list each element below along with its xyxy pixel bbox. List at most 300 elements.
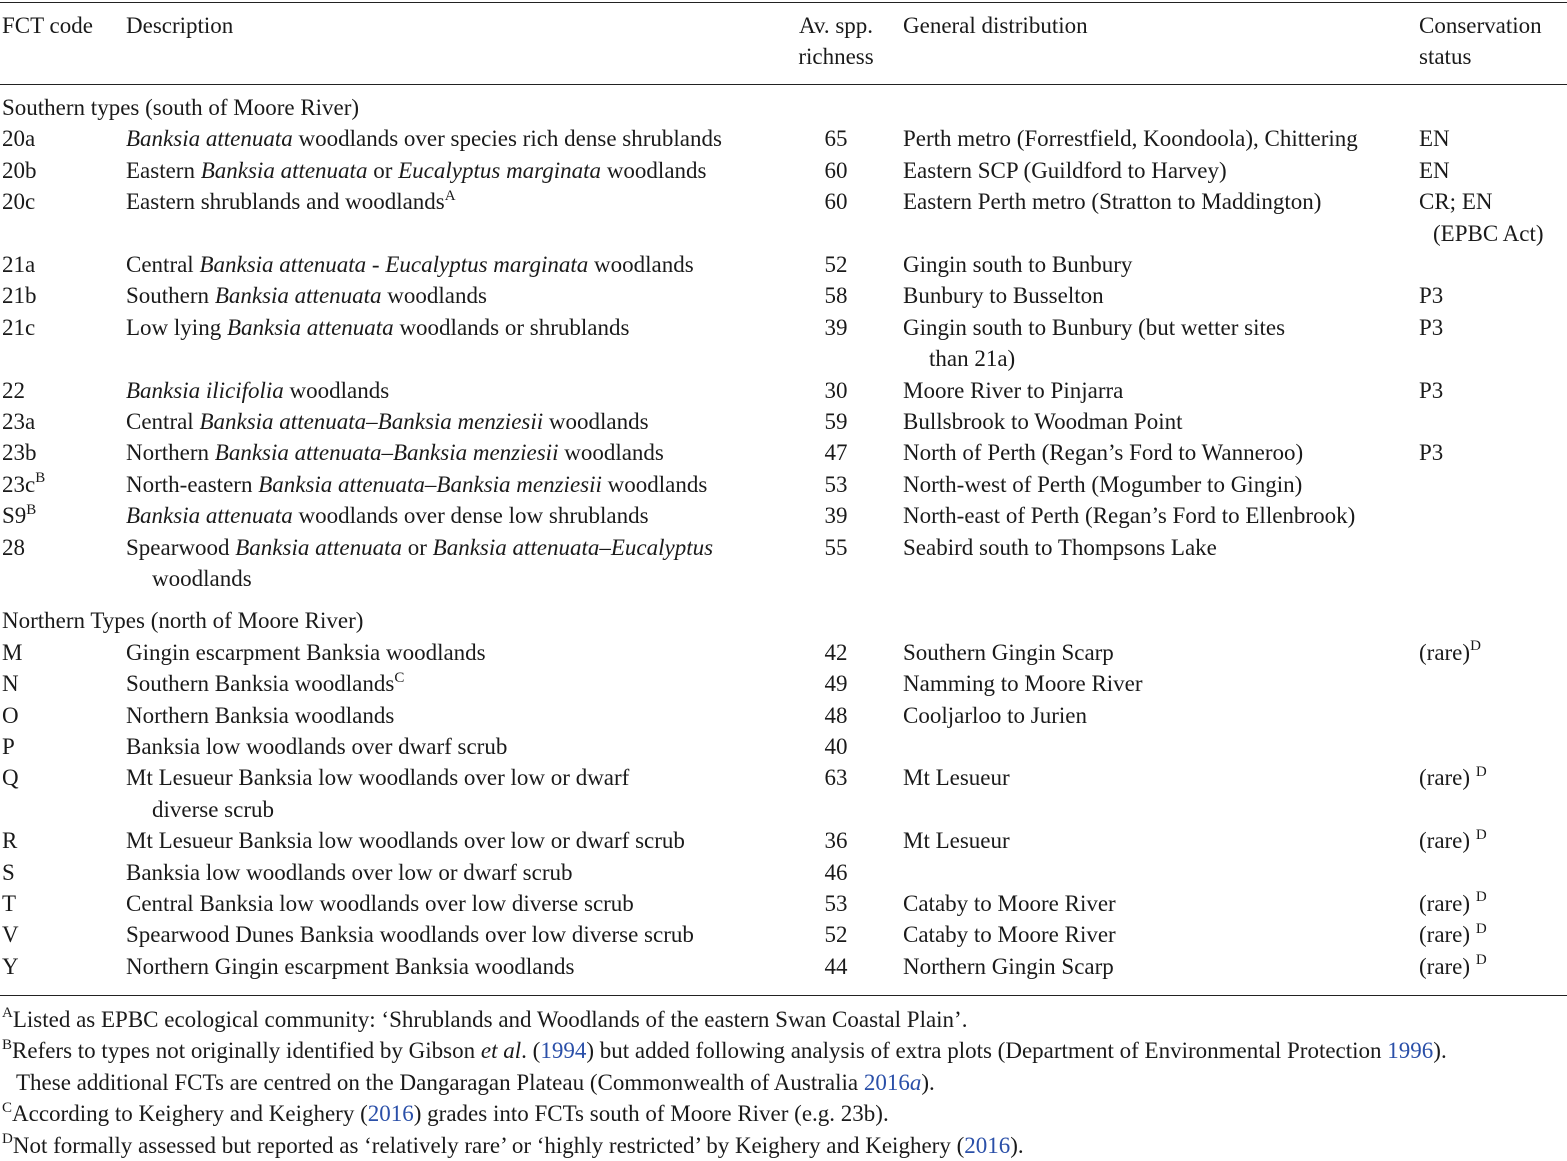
citation-link[interactable]: a bbox=[909, 1069, 922, 1095]
section-title: Northern Types (north of Moore River) bbox=[2, 608, 364, 634]
cell-fct-code bbox=[2, 123, 35, 154]
fct-code-text: M bbox=[2, 639, 23, 665]
cell-fct-code bbox=[2, 375, 25, 406]
fct-code-text: 21c bbox=[2, 314, 36, 340]
cell-conservation-status bbox=[1419, 951, 1487, 982]
status-text: (rare) bbox=[1419, 639, 1471, 665]
cell-richness: 46 bbox=[824, 859, 848, 885]
status-text: EN bbox=[1419, 157, 1450, 183]
fct-code-text: R bbox=[2, 828, 18, 854]
distribution-line: North-east of Perth (Regan’s Ford to Ellenbrook) bbox=[903, 503, 1356, 529]
cell-richness: 53 bbox=[824, 891, 848, 916]
table-row bbox=[0, 469, 1567, 500]
table-row bbox=[0, 731, 1567, 762]
cell-distribution bbox=[903, 762, 1010, 793]
cell-conservation-status bbox=[1419, 762, 1487, 793]
distribution-line: North of Perth (Regan’s Ford to Wanneroo) bbox=[903, 440, 1304, 466]
cell-description bbox=[126, 406, 649, 437]
cell-fct-code bbox=[2, 532, 25, 563]
status-text: (rare) bbox=[1419, 828, 1476, 854]
cell-richness: 55 bbox=[824, 534, 848, 560]
footnote-text: Listed as EPBC ecological community: ‘Shrublands and Woodlands of the eastern Swan Coastal Plain’. bbox=[12, 1007, 968, 1032]
description-text: woodlands bbox=[601, 471, 708, 497]
table-row bbox=[0, 375, 1567, 406]
cell-conservation-status bbox=[1419, 375, 1443, 406]
cell-conservation-status bbox=[1419, 312, 1443, 343]
table-row bbox=[0, 857, 1567, 888]
description-text: Central Banksia low woodlands over low diverse scrub bbox=[126, 891, 634, 916]
description-text: Southern Banksia woodlands bbox=[126, 671, 395, 697]
fct-code-text: 23b bbox=[2, 440, 37, 466]
cell-fct-code bbox=[2, 668, 19, 699]
cell-distribution bbox=[903, 280, 1104, 311]
cell-conservation-status bbox=[1419, 155, 1450, 186]
cell-conservation-status bbox=[1419, 280, 1443, 311]
fct-code-text: T bbox=[2, 891, 17, 916]
cell-distribution bbox=[903, 375, 1123, 406]
cell-richness: 52 bbox=[824, 252, 848, 277]
cell-fct-code bbox=[2, 249, 35, 280]
cell-richness: 47 bbox=[824, 440, 848, 466]
footnote-text: . ( bbox=[521, 1038, 541, 1064]
cell-richness: 60 bbox=[824, 189, 848, 215]
distribution-line: Cataby to Moore River bbox=[903, 922, 1116, 948]
superscript-mark: D bbox=[1475, 826, 1487, 843]
description-line bbox=[126, 857, 573, 888]
description-line bbox=[126, 375, 389, 406]
description-text: woodlands bbox=[381, 283, 487, 309]
status-text: P3 bbox=[1419, 377, 1444, 403]
footnote-text: ). bbox=[921, 1069, 935, 1095]
footnote bbox=[2, 1098, 889, 1129]
header-distribution: General distribution bbox=[903, 13, 1088, 38]
cell-conservation-status bbox=[1419, 637, 1481, 668]
cell-distribution bbox=[903, 700, 1087, 731]
table-row bbox=[0, 280, 1567, 311]
description-text: Mt Lesueur Banksia low woodlands over low or dwarf scrub bbox=[126, 828, 685, 854]
description-text: woodlands over species rich dense shrublands bbox=[292, 126, 722, 152]
footnote-text: ) but added following analysis of extra plots (Department of Environmental Protection bbox=[586, 1038, 1388, 1064]
cell-distribution bbox=[903, 951, 1114, 982]
description-line bbox=[126, 186, 456, 217]
cell-fct-code bbox=[2, 700, 19, 731]
cell-distribution bbox=[903, 919, 1116, 950]
citation-link[interactable]: 2016 bbox=[367, 1101, 414, 1127]
cell-description bbox=[126, 762, 629, 825]
description-text: woodlands bbox=[543, 409, 649, 434]
superscript-mark: B bbox=[2, 1036, 13, 1053]
table-row bbox=[0, 825, 1567, 856]
cell-conservation-status bbox=[1419, 437, 1443, 468]
footnote-text: et al bbox=[480, 1038, 522, 1064]
cell-richness: 52 bbox=[824, 922, 848, 948]
cell-fct-code bbox=[2, 731, 15, 762]
table-row bbox=[0, 186, 1567, 249]
cell-description bbox=[126, 668, 404, 699]
cell-description bbox=[126, 825, 685, 856]
footnote bbox=[2, 1004, 967, 1035]
status-text: (rare) bbox=[1419, 765, 1476, 791]
cell-distribution bbox=[903, 186, 1321, 217]
fct-code-text: O bbox=[2, 702, 19, 728]
footnote-text: According to Keighery and Keighery ( bbox=[12, 1101, 368, 1127]
status-line bbox=[1419, 280, 1443, 311]
status-line bbox=[1419, 762, 1487, 793]
cell-fct-code bbox=[2, 186, 35, 217]
header-richness bbox=[794, 10, 878, 73]
superscript-mark: D bbox=[1475, 763, 1487, 780]
footnote bbox=[2, 1130, 1024, 1161]
cell-description bbox=[126, 469, 707, 500]
status-line bbox=[1419, 123, 1450, 154]
species-name: Banksia attenuata bbox=[126, 126, 293, 152]
fct-code-text: N bbox=[2, 671, 19, 697]
cell-distribution bbox=[903, 888, 1116, 919]
table-row bbox=[0, 123, 1567, 154]
description-line bbox=[126, 888, 634, 919]
fct-code-text: 21a bbox=[2, 252, 36, 277]
species-name: Banksia attenuata bbox=[214, 283, 382, 309]
table-row bbox=[0, 919, 1567, 950]
footnote-text: ). bbox=[1433, 1038, 1447, 1064]
cell-richness: 59 bbox=[824, 409, 848, 434]
description-text: Northern Banksia woodlands bbox=[126, 702, 395, 728]
cell-description bbox=[126, 500, 649, 531]
section-title: Southern types (south of Moore River) bbox=[2, 95, 360, 120]
cell-richness: 39 bbox=[824, 314, 848, 340]
description-text: woodlands or shrublands bbox=[393, 314, 630, 340]
superscript-mark: A bbox=[444, 187, 456, 204]
description-text: Northern bbox=[126, 440, 215, 466]
superscript-mark: B bbox=[26, 501, 37, 518]
species-name: Banksia attenuata bbox=[226, 314, 394, 340]
cell-distribution bbox=[903, 668, 1143, 699]
distribution-line: Namming to Moore River bbox=[903, 671, 1143, 697]
fct-code-text: V bbox=[2, 922, 19, 948]
description-text: Eastern bbox=[126, 157, 201, 183]
status-line bbox=[1419, 919, 1487, 950]
cell-distribution bbox=[903, 500, 1355, 531]
distribution-continuation: than 21a) bbox=[929, 346, 1016, 372]
cell-richness: 48 bbox=[824, 702, 848, 728]
cell-description bbox=[126, 249, 694, 280]
status-text: CR; EN bbox=[1419, 189, 1493, 215]
cell-distribution bbox=[903, 155, 1227, 186]
status-text: (rare) bbox=[1419, 891, 1476, 916]
cell-fct-code bbox=[2, 637, 22, 668]
fct-code-text: S9 bbox=[2, 503, 27, 529]
description-text: Mt Lesueur Banksia low woodlands over low or dwarf bbox=[126, 765, 630, 791]
description-text: Central bbox=[126, 252, 200, 277]
distribution-line: Cataby to Moore River bbox=[903, 891, 1116, 916]
description-continuation: diverse scrub bbox=[152, 796, 274, 822]
superscript-mark: A bbox=[2, 1005, 13, 1022]
cell-fct-code bbox=[2, 951, 19, 982]
footnote-text: These additional FCTs are centred on the Dangaragan Plateau (Commonwealth of Australia bbox=[16, 1069, 864, 1095]
superscript-mark: D bbox=[1475, 889, 1487, 906]
cell-richness: 36 bbox=[824, 828, 848, 854]
description-line bbox=[126, 731, 507, 762]
status-text: P3 bbox=[1419, 314, 1444, 340]
description-continuation: woodlands bbox=[152, 566, 252, 591]
table-row bbox=[0, 637, 1567, 668]
description-text: woodlands bbox=[283, 377, 390, 403]
table-row bbox=[0, 155, 1567, 186]
citation-link[interactable]: 1996 bbox=[1387, 1038, 1434, 1064]
superscript-mark: C bbox=[394, 669, 405, 686]
species-name: Banksia attenuata–Eucalyptus bbox=[432, 534, 714, 560]
status-text: EN bbox=[1419, 126, 1450, 152]
description-line bbox=[126, 825, 685, 856]
cell-distribution bbox=[903, 437, 1303, 468]
citation-link[interactable]: 2016 bbox=[863, 1069, 910, 1095]
distribution-line: Eastern SCP (Guildford to Harvey) bbox=[903, 157, 1227, 183]
cell-distribution bbox=[903, 312, 1285, 375]
status-text: (rare) bbox=[1419, 953, 1476, 979]
table-row bbox=[0, 951, 1567, 982]
description-text: Low lying bbox=[126, 314, 227, 340]
cell-description bbox=[126, 532, 713, 595]
description-text: Northern Gingin escarpment Banksia woodlands bbox=[126, 953, 575, 979]
description-line bbox=[126, 532, 713, 563]
cell-description bbox=[126, 919, 694, 950]
status-continuation: (EPBC Act) bbox=[1433, 220, 1544, 246]
description-text: Banksia low woodlands over low or dwarf scrub bbox=[126, 859, 573, 885]
header-richness-line1: Av. spp. bbox=[798, 13, 874, 38]
table-row bbox=[0, 888, 1567, 919]
cell-description bbox=[126, 312, 629, 343]
cell-distribution bbox=[903, 825, 1010, 856]
distribution-line: Cooljarloo to Jurien bbox=[903, 702, 1087, 728]
description-line bbox=[126, 700, 394, 731]
cell-description bbox=[126, 280, 487, 311]
description-text: Eastern shrublands and woodlands bbox=[126, 189, 445, 215]
table-row bbox=[0, 249, 1567, 280]
distribution-line: Gingin south to Bunbury (but wetter sites bbox=[903, 314, 1286, 340]
table-row bbox=[0, 762, 1567, 825]
species-name: Banksia ilicifolia bbox=[126, 377, 284, 403]
superscript-mark: D bbox=[1475, 920, 1487, 937]
fct-code-text: 20a bbox=[2, 126, 36, 152]
cell-fct-code bbox=[2, 919, 19, 950]
table-header-rule bbox=[0, 84, 1567, 85]
header-richness-line2: richness bbox=[798, 44, 874, 70]
distribution-line: Northern Gingin Scarp bbox=[903, 953, 1114, 979]
fct-code-text: 23c bbox=[2, 471, 36, 497]
description-text: woodlands bbox=[601, 157, 707, 183]
footnote bbox=[16, 1067, 935, 1098]
species-name: Banksia attenuata–Banksia menziesii bbox=[258, 471, 602, 497]
cell-richness: 39 bbox=[824, 503, 848, 529]
fct-code-text: 20c bbox=[2, 189, 36, 215]
fct-code-text: 23a bbox=[2, 409, 36, 434]
description-line bbox=[126, 919, 694, 950]
fct-code-text: 28 bbox=[2, 534, 25, 560]
cell-description bbox=[126, 375, 389, 406]
description-line bbox=[126, 123, 722, 154]
cell-richness: 49 bbox=[824, 671, 848, 697]
cell-fct-code bbox=[2, 437, 37, 468]
cell-fct-code bbox=[2, 280, 37, 311]
cell-description bbox=[126, 186, 456, 217]
description-text: Banksia low woodlands over dwarf scrub bbox=[126, 734, 508, 759]
description-line bbox=[126, 437, 664, 468]
description-line bbox=[126, 155, 706, 186]
cell-richness: 42 bbox=[824, 639, 848, 665]
header-status bbox=[1419, 10, 1542, 73]
fct-code-text: 21b bbox=[2, 283, 37, 309]
species-name: Banksia attenuata bbox=[126, 503, 293, 529]
description-text: Gingin escarpment Banksia woodlands bbox=[126, 639, 486, 665]
footnote-text: Not formally assessed but reported as ‘relatively rare’ or ‘highly restricted’ by Keighery and Keighery ( bbox=[12, 1132, 965, 1158]
cell-fct-code bbox=[2, 406, 35, 437]
header-description: Description bbox=[126, 13, 234, 38]
citation-link[interactable]: 2016 bbox=[964, 1132, 1011, 1158]
table-row bbox=[0, 532, 1567, 595]
species-name: Eucalyptus marginata bbox=[398, 157, 602, 183]
table-top-rule bbox=[0, 2, 1567, 3]
table-row bbox=[0, 700, 1567, 731]
fct-code-text: Q bbox=[2, 765, 19, 791]
superscript-mark: C bbox=[2, 1099, 13, 1116]
footnote bbox=[2, 1035, 1447, 1066]
species-name: Banksia attenuata - Eucalyptus marginata bbox=[199, 252, 589, 277]
fct-code-text: P bbox=[2, 734, 15, 759]
species-name: Banksia attenuata bbox=[235, 534, 402, 560]
fct-code-text: S bbox=[2, 859, 15, 885]
cell-richness: 40 bbox=[824, 734, 848, 759]
status-text: P3 bbox=[1419, 283, 1444, 309]
cell-distribution bbox=[903, 469, 1302, 500]
citation-link[interactable]: 1994 bbox=[540, 1038, 587, 1064]
cell-conservation-status bbox=[1419, 123, 1450, 154]
cell-richness: 30 bbox=[824, 377, 848, 403]
description-text: Spearwood Dunes Banksia woodlands over low diverse scrub bbox=[126, 922, 694, 948]
description-text: or bbox=[401, 534, 433, 560]
cell-distribution bbox=[903, 637, 1114, 668]
cell-richness: 53 bbox=[824, 471, 848, 497]
description-line bbox=[126, 469, 707, 500]
species-name: Banksia attenuata–Banksia menziesii bbox=[214, 440, 559, 466]
cell-fct-code bbox=[2, 857, 15, 888]
status-line bbox=[1419, 155, 1450, 186]
status-line bbox=[1419, 888, 1487, 919]
cell-conservation-status bbox=[1419, 825, 1487, 856]
description-text: woodlands bbox=[558, 440, 664, 466]
fct-code-text: Y bbox=[2, 953, 19, 979]
cell-description bbox=[126, 857, 573, 888]
superscript-mark: D bbox=[1475, 952, 1487, 969]
status-line bbox=[1419, 375, 1443, 406]
cell-description bbox=[126, 951, 574, 982]
cell-fct-code bbox=[2, 762, 19, 793]
status-line bbox=[1419, 312, 1443, 343]
cell-distribution bbox=[903, 406, 1183, 437]
description-line bbox=[126, 668, 404, 699]
table-bottom-rule bbox=[0, 995, 1567, 996]
description-text: or bbox=[367, 157, 399, 183]
description-text: Southern bbox=[126, 283, 215, 309]
cell-richness: 65 bbox=[824, 126, 848, 152]
table-row bbox=[0, 668, 1567, 699]
cell-conservation-status bbox=[1419, 888, 1487, 919]
status-line bbox=[1419, 437, 1443, 468]
species-name: Banksia attenuata bbox=[200, 157, 368, 183]
footnote-text: Refers to types not originally identified by Gibson bbox=[12, 1038, 481, 1064]
superscript-mark: B bbox=[35, 470, 46, 487]
cell-fct-code bbox=[2, 888, 16, 919]
cell-description bbox=[126, 437, 664, 468]
description-line bbox=[126, 312, 629, 343]
distribution-line: Seabird south to Thompsons Lake bbox=[903, 534, 1217, 560]
description-line bbox=[126, 762, 629, 793]
cell-richness: 60 bbox=[824, 157, 848, 183]
cell-description bbox=[126, 700, 394, 731]
description-line bbox=[126, 951, 574, 982]
cell-description bbox=[126, 731, 507, 762]
fct-code-text: 20b bbox=[2, 157, 37, 183]
description-line bbox=[126, 637, 486, 668]
distribution-line: Moore River to Pinjarra bbox=[903, 377, 1124, 403]
description-text: Central bbox=[126, 409, 200, 434]
distribution-line: Bunbury to Busselton bbox=[903, 283, 1104, 309]
status-line bbox=[1419, 186, 1544, 217]
distribution-line: Mt Lesueur bbox=[903, 765, 1010, 791]
description-text: woodlands bbox=[588, 252, 694, 277]
description-line bbox=[126, 500, 649, 531]
header-status-line2: status bbox=[1419, 44, 1472, 70]
cell-fct-code bbox=[2, 500, 36, 531]
cell-fct-code bbox=[2, 155, 37, 186]
description-text: woodlands over dense low shrublands bbox=[292, 503, 649, 529]
distribution-line: Southern Gingin Scarp bbox=[903, 639, 1114, 665]
cell-fct-code bbox=[2, 469, 45, 500]
table-row bbox=[0, 312, 1567, 375]
cell-description bbox=[126, 637, 486, 668]
distribution-line: North-west of Perth (Mogumber to Gingin) bbox=[903, 471, 1303, 497]
status-text: P3 bbox=[1419, 440, 1444, 466]
cell-distribution bbox=[903, 249, 1132, 280]
cell-description bbox=[126, 155, 706, 186]
fct-code-text: 22 bbox=[2, 377, 25, 403]
distribution-line: Eastern Perth metro (Stratton to Maddington) bbox=[903, 189, 1322, 215]
footnote-text: ) grades into FCTs south of Moore River (e.g. 23b). bbox=[413, 1101, 889, 1127]
description-line bbox=[126, 406, 649, 437]
distribution-line: Bullsbrook to Woodman Point bbox=[903, 409, 1183, 434]
description-text: Spearwood bbox=[126, 534, 236, 560]
distribution-line: Mt Lesueur bbox=[903, 828, 1010, 854]
cell-conservation-status bbox=[1419, 186, 1544, 249]
cell-distribution bbox=[903, 123, 1358, 154]
cell-fct-code bbox=[2, 312, 35, 343]
superscript-mark: D bbox=[2, 1130, 13, 1147]
footnote-text: ). bbox=[1010, 1132, 1024, 1158]
distribution-line: Gingin south to Bunbury bbox=[903, 252, 1133, 277]
status-line bbox=[1419, 637, 1481, 668]
header-status-line1: Conservation bbox=[1419, 13, 1542, 38]
table-row bbox=[0, 437, 1567, 468]
status-line bbox=[1419, 825, 1487, 856]
distribution-line: Perth metro (Forrestfield, Koondoola), Chittering bbox=[903, 126, 1358, 152]
cell-fct-code bbox=[2, 825, 17, 856]
status-line bbox=[1419, 951, 1487, 982]
cell-richness: 58 bbox=[824, 283, 848, 309]
cell-description bbox=[126, 123, 722, 154]
species-name: Banksia attenuata–Banksia menziesii bbox=[199, 409, 544, 434]
cell-richness: 44 bbox=[824, 953, 848, 979]
cell-description bbox=[126, 888, 634, 919]
description-text: North-eastern bbox=[126, 471, 259, 497]
